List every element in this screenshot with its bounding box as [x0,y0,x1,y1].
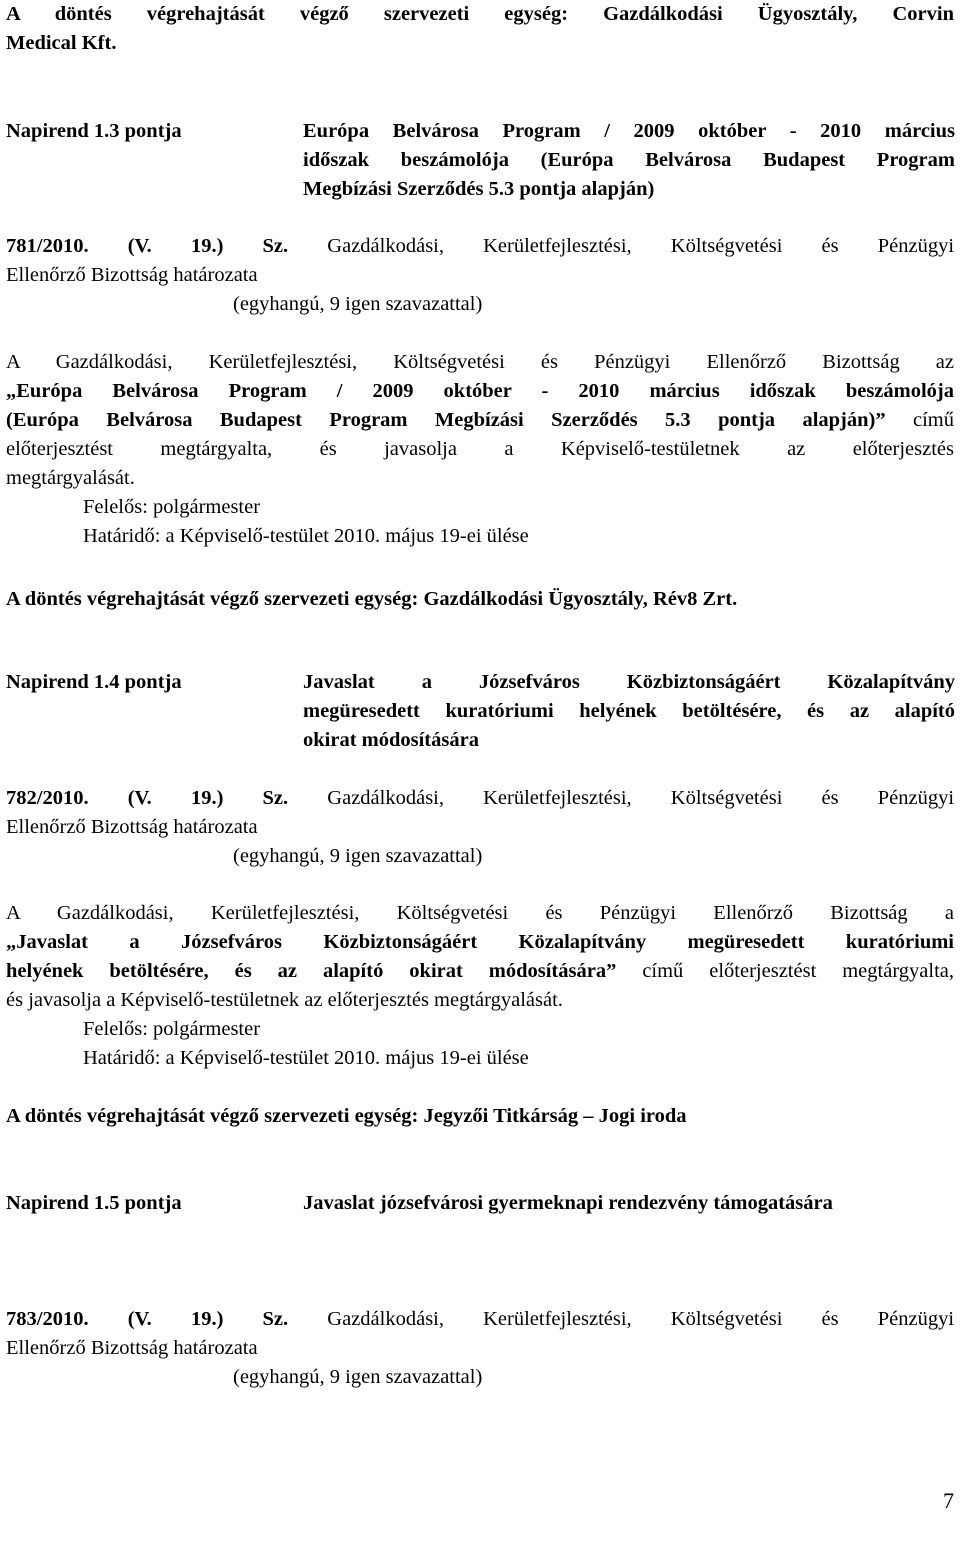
agenda-label-1-4: Napirend 1.4 pontja [6,671,182,693]
execution-unit-1-line-2: Medical Kft. [6,32,117,54]
resolution-781-committee: Gazdálkodási, Kerületfejlesztési, Költségvetési és Pénzügyi [327,235,955,257]
resolution-782-vote: (egyhangú, 9 igen szavazattal) [233,845,483,867]
resolution-781-vote: (egyhangú, 9 igen szavazattal) [233,293,483,315]
resolution-782-body-line-3-tail: című előterjesztést megtárgyalta, [642,960,954,982]
resolution-781 [6,232,954,319]
agenda-title-1-4-line-3: okirat módosítására [303,729,479,751]
resolution-781-body-line-3 [6,406,954,435]
agenda-label-1-5: Napirend 1.5 pontja [6,1192,182,1214]
resolution-781-body-line-3-tail: című [913,409,954,431]
agenda-label-1-3: Napirend 1.3 pontja [6,120,182,142]
execution-unit-1-line-1: A döntés végrehajtását végző szervezeti egység: Gazdálkodási Ügyosztály, Corvin [6,3,954,25]
page-number: 7 [943,1488,954,1513]
resolution-782-body-line-4: és javasolja a Képviselő-testületnek az előterjesztés megtárgyalását. [6,989,563,1011]
resolution-782-body-line-3-bold: helyének betöltésére, és az alapító okirat módosítására” [6,960,617,982]
execution-unit-2: A döntés végrehajtását végző szervezeti egység: Gazdálkodási Ügyosztály, Rév8 Zrt. [6,588,738,610]
resolution-781-body-line-3-bold: (Európa Belvárosa Budapest Program Megbízási Szerződés 5.3 pontja alapján)” [6,409,886,431]
resolution-783-committee-line-2: Ellenőrző Bizottság határozata [6,1337,258,1359]
resolution-782-body-line-1: A Gazdálkodási, Kerületfejlesztési, Költségvetési és Pénzügyi Ellenőrző Bizottság a [6,902,954,924]
resolution-781-body-line-2: „Európa Belvárosa Program / 2009 október - 2010 március időszak beszámolója [6,380,954,402]
resolution-782-body [6,899,954,1073]
agenda-title-1-3 [303,117,955,204]
resolution-783-header-line-1 [6,1305,954,1334]
resolution-782-body-line-3 [6,957,954,986]
resolution-781-header-line-1 [6,232,954,261]
resolution-782-header-line-1 [6,784,954,813]
resolution-783-id: 783/2010. (V. 19.) Sz. [6,1308,289,1330]
resolution-781-committee-line-2: Ellenőrző Bizottság határozata [6,264,258,286]
resolution-782-committee: Gazdálkodási, Kerületfejlesztési, Költségvetési és Pénzügyi [327,787,955,809]
resolution-782-body-line-2: „Javaslat a Józsefváros Közbiztonságáért Közalapítvány megüresedett kuratóriumi [6,931,954,953]
resolution-781-deadline: Határidő: a Képviselő-testület 2010. május 19-ei ülése [83,525,529,547]
agenda-title-1-5: Javaslat józsefvárosi gyermeknapi rendezvény támogatására [303,1192,833,1214]
resolution-783-vote: (egyhangú, 9 igen szavazattal) [233,1366,483,1388]
resolution-782-committee-line-2: Ellenőrző Bizottság határozata [6,816,258,838]
resolution-781-id: 781/2010. (V. 19.) Sz. [6,235,289,257]
resolution-782-id: 782/2010. (V. 19.) Sz. [6,787,289,809]
resolution-782-responsible: Felelős: polgármester [83,1018,261,1040]
agenda-title-1-4-line-1: Javaslat a Józsefváros Közbiztonságáért Közalapítvány [303,671,955,693]
resolution-781-responsible: Felelős: polgármester [83,496,261,518]
resolution-782-deadline: Határidő: a Képviselő-testület 2010. május 19-ei ülése [83,1047,529,1069]
resolution-782 [6,784,954,871]
resolution-781-body-line-5: megtárgyalását. [6,467,135,489]
resolution-781-body [6,348,954,551]
agenda-title-1-4 [303,668,955,755]
agenda-title-1-4-line-2: megüresedett kuratóriumi helyének betöltésére, és az alapító [303,700,955,722]
agenda-title-1-3-line-3: Megbízási Szerződés 5.3 pontja alapján) [303,178,655,200]
resolution-781-body-line-4: előterjesztést megtárgyalta, és javasolja a Képviselő-testületnek az előterjesztés [6,438,954,460]
resolution-783-committee: Gazdálkodási, Kerületfejlesztési, Költségvetési és Pénzügyi [327,1308,955,1330]
agenda-title-1-3-line-1: Európa Belvárosa Program / 2009 október - 2010 március [303,120,955,142]
agenda-title-1-3-line-2: időszak beszámolója (Európa Belvárosa Budapest Program [303,149,955,171]
execution-unit-1 [6,0,954,58]
execution-unit-3: A döntés végrehajtását végző szervezeti egység: Jegyzői Titkárság – Jogi iroda [6,1105,687,1127]
resolution-783 [6,1305,954,1392]
resolution-781-body-line-1: A Gazdálkodási, Kerületfejlesztési, Költségvetési és Pénzügyi Ellenőrző Bizottság az [6,351,954,373]
